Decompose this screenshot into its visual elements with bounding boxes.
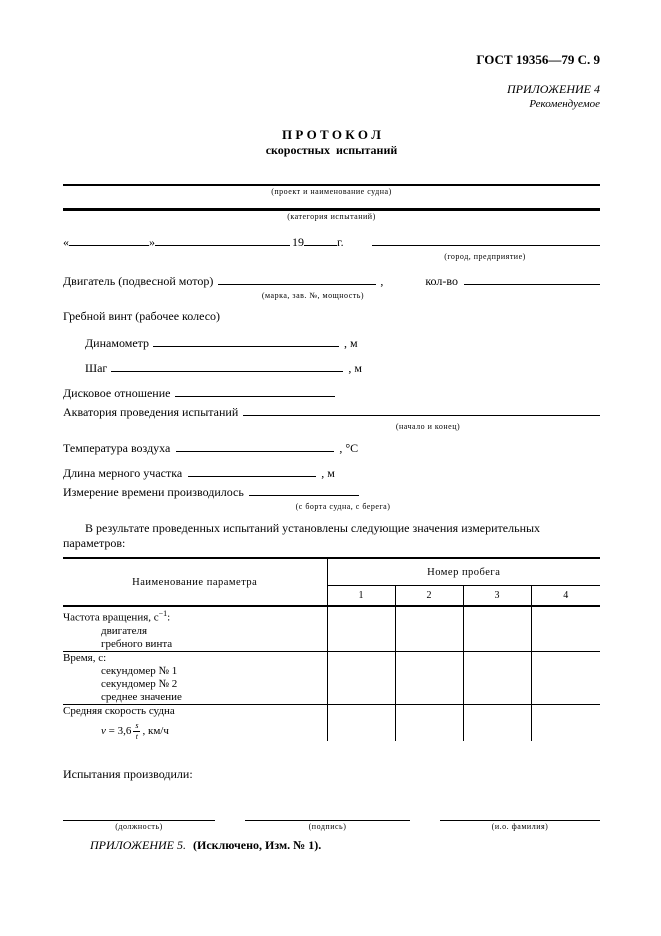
- dynamometer-unit: , м: [344, 336, 358, 350]
- pitch-unit: , м: [348, 361, 362, 375]
- engine-label: Двигатель (подвесной мотор): [63, 274, 214, 288]
- time-item-average: среднее значение: [101, 690, 182, 703]
- speed-run-4-cell: [531, 704, 600, 741]
- pitch-blank: [111, 369, 343, 372]
- date-month-blank: [155, 243, 290, 246]
- dynamometer-row: [63, 335, 600, 352]
- appendix5-excluded: (Исключено, Изм. № 1).: [192, 837, 322, 852]
- appendix5-label: ПРИЛОЖЕНИЕ 5.: [90, 837, 186, 852]
- date-year-blank: [304, 243, 337, 246]
- date-day-blank: [69, 243, 149, 246]
- disc-ratio-label: Дисковое отношение: [63, 386, 171, 400]
- pitch-row: [63, 360, 600, 377]
- vessel-name-caption: (проект и наименование судна): [271, 187, 392, 196]
- speed-param-cell: [63, 704, 327, 741]
- time-label: Время, с:: [63, 651, 107, 664]
- time-item-stopwatch-1: секундомер № 1: [101, 664, 178, 677]
- fraction: $\frac{s}{t}$: [135, 720, 139, 741]
- table-row-rpm: [63, 606, 600, 651]
- speed-formula: v = 3,6 $\frac{s}{t}$ , км/ч: [101, 720, 169, 741]
- table-header-row-1: [63, 558, 600, 586]
- table-row-time: [63, 651, 600, 704]
- time-measured-blank: [249, 493, 359, 496]
- time-item-stopwatch-2: секундомер № 2: [101, 677, 178, 690]
- pitch-label: Шаг: [85, 361, 108, 375]
- time-measured-caption: (с борта судна, с берега): [295, 502, 391, 511]
- dynamometer-blank: [153, 344, 339, 347]
- table-row-speed: [63, 704, 600, 741]
- time-measured-row: [63, 484, 600, 501]
- rpm-item-propeller: гребного винта: [101, 637, 173, 650]
- track-length-blank: [188, 474, 316, 477]
- time-measured-caption-wrap: [263, 501, 423, 512]
- appendix-kind-label: Рекомендуемое: [529, 98, 600, 110]
- results-table: [63, 557, 600, 741]
- run-number-2: 2: [395, 586, 463, 607]
- city-caption: (город, предприятие): [444, 252, 526, 261]
- results-intro: В результате проведенных испытаний установлены следующие значения измерительных параметров:: [63, 521, 541, 550]
- track-length-label: Длина мерного участка: [63, 466, 183, 480]
- param-header: Наименование параметра: [63, 558, 327, 606]
- performed-label: Испытания производили:: [63, 766, 193, 781]
- rpm-label: Частота вращения, $с^{-1}$:: [63, 609, 171, 624]
- time-run-3-cell: [463, 651, 531, 704]
- time-run-4-cell: [531, 651, 600, 704]
- disc-ratio-row: [63, 385, 600, 402]
- appendix-label: ПРИЛОЖЕНИЕ 4: [507, 82, 600, 96]
- rpm-run-1-cell: [327, 606, 395, 651]
- time-param-cell: [63, 651, 327, 704]
- speed-run-3-cell: [463, 704, 531, 741]
- name-caption: (и.о. фамилия): [491, 821, 549, 831]
- speed-run-1-cell: [327, 704, 395, 741]
- runs-header: Номер пробега: [327, 558, 600, 586]
- rpm-run-2-cell: [395, 606, 463, 651]
- track-length-row: [63, 465, 600, 482]
- track-length-unit: , м: [321, 466, 335, 480]
- category-caption: (категория испытаний): [287, 212, 376, 221]
- gost-number: ГОСТ 19356—79 С. 9: [476, 52, 600, 67]
- air-temp-blank: [176, 449, 334, 452]
- position-caption: (должность): [115, 821, 163, 831]
- water-area-blank: [243, 413, 600, 416]
- rpm-run-3-cell: [463, 606, 531, 651]
- air-temp-row: [63, 440, 600, 457]
- speed-run-2-cell: [395, 704, 463, 741]
- date-year-prefix: 19: [292, 235, 304, 249]
- time-run-1-cell: [327, 651, 395, 704]
- water-area-label: Акватория проведения испытаний: [63, 405, 239, 419]
- dynamometer-label: Динамометр: [85, 336, 150, 350]
- air-temp-unit: , °С: [339, 441, 359, 455]
- run-number-1: 1: [327, 586, 395, 607]
- propeller-row: [63, 308, 600, 325]
- run-number-4: 4: [531, 586, 600, 607]
- document-title: П Р О Т О К О Л: [282, 127, 381, 142]
- run-number-3: 3: [463, 586, 531, 607]
- rpm-item-engine: двигателя: [101, 624, 148, 637]
- disc-ratio-blank: [175, 394, 335, 397]
- time-measured-label: Измерение времени производилось: [63, 485, 244, 499]
- engine-qty-label: кол-во: [425, 274, 458, 288]
- rpm-run-4-cell: [531, 606, 600, 651]
- engine-caption: (марка, зав. №, мощность): [261, 291, 365, 300]
- engine-caption-wrap: [233, 290, 393, 301]
- date-close-quote: »: [149, 235, 155, 249]
- city-caption-wrap: [370, 251, 600, 262]
- city-blank: [372, 243, 600, 246]
- signature-caption: (подпись): [308, 821, 347, 831]
- date-open-quote: «: [63, 235, 69, 249]
- engine-qty-blank: [464, 282, 600, 285]
- propeller-label: Гребной винт (рабочее колесо): [63, 309, 221, 323]
- engine-row: [63, 273, 600, 290]
- date-city-row: [63, 234, 600, 251]
- time-run-2-cell: [395, 651, 463, 704]
- air-temp-label: Температура воздуха: [63, 441, 171, 455]
- water-area-caption: (начало и конец): [395, 422, 461, 431]
- water-area-caption-wrap: [303, 421, 553, 432]
- speed-label: Средняя скорость судна: [63, 704, 175, 717]
- appendix5-note: [63, 838, 600, 853]
- engine-comma: ,: [380, 274, 384, 288]
- water-area-row: [63, 404, 600, 421]
- signature-captions-row: [63, 821, 600, 832]
- rpm-param-cell: [63, 606, 327, 651]
- date-year-suffix: г.: [337, 235, 344, 249]
- document-subtitle: скоростных испытаний: [265, 143, 398, 157]
- engine-blank: [218, 282, 376, 285]
